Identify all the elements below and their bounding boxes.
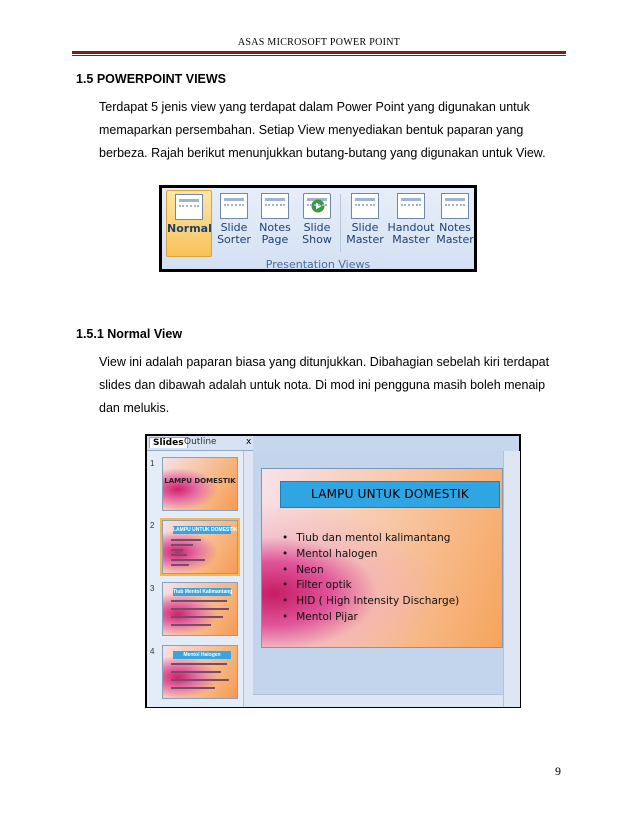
slide-edit-area <box>253 451 503 694</box>
button-label: Master <box>436 233 474 246</box>
button-label: Notes <box>259 221 291 234</box>
button-label: Handout <box>387 221 435 234</box>
slide-thumbnail[interactable] <box>162 520 238 574</box>
button-label: Normal <box>167 222 212 235</box>
bullet-item: • Mentol Pijar <box>282 610 459 626</box>
tab-slides[interactable]: Slides <box>149 437 188 448</box>
section-heading-views: 1.5 POWERPOINT VIEWS <box>76 72 227 86</box>
thumb-title: Mentol Halogen <box>173 651 231 659</box>
thumb-text-line <box>171 549 183 551</box>
thumb-number: 1 <box>150 459 155 468</box>
bullet-item: • Neon <box>282 563 459 579</box>
bullet-item: • Tiub dan mentol kalimantang <box>282 531 459 547</box>
slide-show-button[interactable] <box>295 190 339 255</box>
bullet-item: • HID ( High Intensity Discharge) <box>282 594 459 610</box>
slide-show-icon <box>303 193 331 219</box>
thumb-text-line <box>171 616 223 618</box>
thumb-title: LAMPU DOMESTIK <box>164 477 236 485</box>
header-rule-thin <box>72 55 566 56</box>
thumb-number: 4 <box>150 647 155 656</box>
button-label: Show <box>302 233 332 246</box>
slide-thumbnail[interactable] <box>162 457 238 511</box>
normal-view-icon <box>175 194 203 220</box>
normal-view-paragraph <box>99 351 561 420</box>
thumb-text-line <box>171 544 193 546</box>
slide-bullets <box>282 531 459 626</box>
page-header: ASAS MICROSOFT POWER POINT <box>237 37 401 48</box>
notes-page-icon <box>261 193 289 219</box>
views-paragraph <box>99 96 561 165</box>
thumb-text-line <box>171 539 201 541</box>
thumb-text-line <box>171 608 229 610</box>
ribbon-group-label: Presentation Views <box>265 258 371 271</box>
notes-master-icon <box>441 193 469 219</box>
handout-master-icon <box>397 193 425 219</box>
paragraph-line: View ini adalah paparan biasa yang ditunjukkan. Dibahagian sebelah kiri terdapat <box>99 355 550 369</box>
thumb-text-line <box>171 600 227 602</box>
tab-outline[interactable]: Outline <box>184 437 217 447</box>
button-label: Notes <box>439 221 471 234</box>
button-label: Slide <box>220 221 248 234</box>
button-label: Sorter <box>217 233 251 246</box>
presentation-views-ribbon <box>159 185 477 272</box>
play-icon <box>311 199 325 213</box>
thumb-text-line <box>171 554 187 556</box>
button-label: Master <box>346 233 384 246</box>
notes-page-button[interactable] <box>253 190 297 255</box>
current-slide[interactable] <box>261 468 503 648</box>
thumb-text-line <box>171 671 221 673</box>
paragraph-line: dan melukis. <box>99 401 170 415</box>
slide-master-icon <box>351 193 379 219</box>
thumb-text-line <box>171 559 205 561</box>
slide-thumbnails-pane <box>147 451 243 707</box>
slide-sorter-button[interactable] <box>212 190 256 255</box>
thumb-number: 3 <box>150 584 155 593</box>
thumb-text-line <box>171 687 215 689</box>
button-label: Master <box>392 233 430 246</box>
button-label: Slide <box>303 221 331 234</box>
button-label: Page <box>261 233 289 246</box>
slide-sorter-icon <box>220 193 248 219</box>
page-number: 9 <box>555 764 561 778</box>
bullet-item: • Mentol halogen <box>282 547 459 563</box>
paragraph-line: slides dan dibawah adalah untuk nota. Di mod ini pengguna masih boleh menaip <box>99 378 546 392</box>
button-label: Slide <box>351 221 379 234</box>
slide-master-button[interactable] <box>343 190 387 255</box>
thumb-title: LAMPU UNTUK DOMESTIK <box>173 527 238 533</box>
paragraph-line: Terdapat 5 jenis view yang terdapat dalam Power Point yang digunakan untuk <box>99 100 530 114</box>
thumb-text-line <box>171 663 227 665</box>
slide-thumbnail[interactable] <box>162 645 238 699</box>
normal-view-screenshot <box>145 434 521 708</box>
thumb-number: 2 <box>150 521 155 530</box>
paragraph-line: memaparkan persembahan. Setiap View menyediakan bentuk paparan yang <box>99 123 524 137</box>
vertical-scrollbar[interactable] <box>503 451 520 707</box>
section-heading-normal-view: 1.5.1 Normal View <box>76 327 183 341</box>
normal-view-button[interactable] <box>166 190 212 257</box>
thumb-text-line <box>171 624 211 626</box>
horizontal-scrollbar[interactable] <box>253 694 503 707</box>
thumb-text-line <box>171 564 189 566</box>
thumb-text-line <box>171 679 229 681</box>
header-rule <box>72 51 566 54</box>
close-pane-icon[interactable]: x <box>246 437 252 447</box>
thumb-title: Tiub Mentol Kalimantang <box>173 589 233 595</box>
slide-title: LAMPU UNTUK DOMESTIK <box>280 481 500 508</box>
handout-master-button[interactable] <box>387 190 435 255</box>
paragraph-line: berbeza. Rajah berikut menunjukkan butang-butang yang digunakan untuk View. <box>99 146 546 160</box>
notes-master-button[interactable] <box>433 190 477 255</box>
pane-tabs <box>147 436 253 451</box>
bullet-item: • Filter optik <box>282 578 459 594</box>
slide-thumbnail[interactable] <box>162 582 238 636</box>
ribbon-separator <box>340 194 341 252</box>
